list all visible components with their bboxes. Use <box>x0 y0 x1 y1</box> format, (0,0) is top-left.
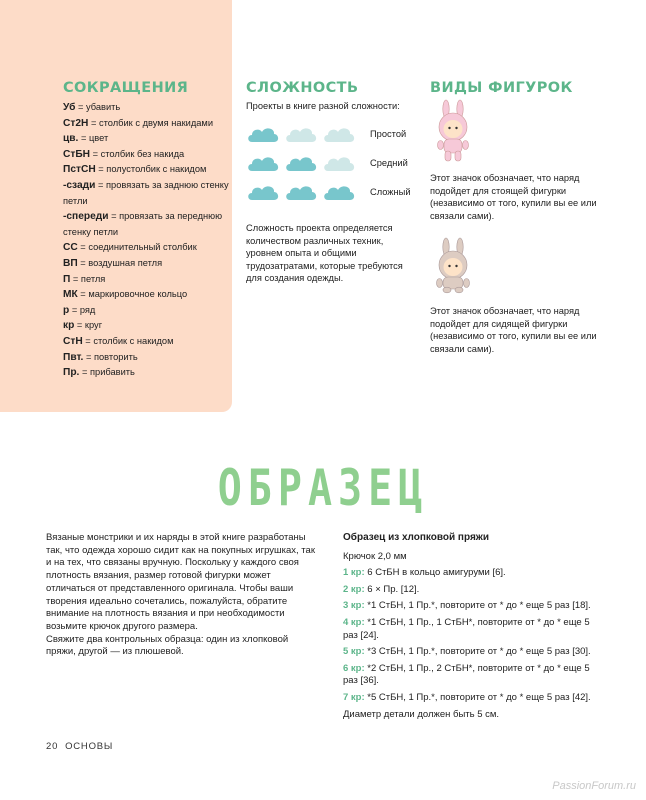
sample-right-column <box>343 532 601 725</box>
abbreviation-item <box>63 178 233 209</box>
abbreviation-definition: = цвет <box>78 133 109 144</box>
sample-row-label: 3 кр: <box>343 600 365 612</box>
difficulty-level <box>246 123 406 145</box>
sample-row-text: *2 СтБН, 1 Пр., 2 СтБН*, повторите от * до * еще 5 раз [36]. <box>343 662 590 687</box>
abbreviation-definition: = маркировочное кольцо <box>77 289 188 300</box>
sample-row-text: 6 × Пр. [12]. <box>364 583 420 595</box>
abbreviation-item <box>63 209 233 240</box>
abbreviation-term: ВП <box>63 257 78 269</box>
difficulty-label: Простой <box>370 129 407 139</box>
difficulty-title: СЛОЖНОСТЬ <box>246 80 359 96</box>
sample-row-text: 6 СтБН в кольцо амигуруми [6]. <box>364 567 506 579</box>
abbreviation-term: СтН <box>63 335 83 347</box>
abbreviation-term: П <box>63 273 71 285</box>
cloud-icon <box>246 183 280 201</box>
sample-row-text: *3 СтБН, 1 Пр.*, повторите от * до * еще 5 раз [30]. <box>364 646 591 658</box>
sample-paragraph-2: Свяжите два контрольных образца: один из хлопковой пряжи, другой — из плюшевой. <box>46 633 289 658</box>
abbreviation-term: МК <box>63 289 78 301</box>
abbreviation-definition: = столбик с двумя накидами <box>88 117 214 128</box>
abbreviation-term: -сзади <box>63 179 96 191</box>
difficulty-level <box>246 181 411 203</box>
sample-paragraph-1: Вязаные монстрики и их наряды в этой книге разработаны так, что одежда хорошо сидит как на покупных игрушках, так и на тех, что связаны вручную. Поскольку у каждого своя плотность вязания, размер готовой фигурки может отличаться от представленного оригинала. Чтобы ваши творения идеально сочетались, пожалуйста, обратите внимание на плотность вязания и при необходимости возьмите крючок другого размера. <box>46 532 315 632</box>
abbreviation-term: СтБН <box>63 148 91 160</box>
cloud-icon <box>246 125 280 143</box>
cloud-icon <box>284 183 318 201</box>
abbreviation-term: ПстСН <box>63 164 96 176</box>
abbreviation-definition: = воздушная петля <box>77 257 163 268</box>
abbreviation-item <box>63 162 233 178</box>
difficulty-description: Сложность проекта определяется количеством различных техник, уровнем опыта и общими трудозатратами, которые требуются для создания одежды. <box>246 223 403 284</box>
sample-row-label: 6 кр: <box>343 662 365 674</box>
abbreviation-term: СС <box>63 242 78 254</box>
cloud-icon <box>322 125 356 143</box>
sample-row-text: *1 СтБН, 1 Пр.*, повторите от * до * еще 5 раз [18]. <box>364 600 591 612</box>
sample-row-label: 4 кр: <box>343 617 365 629</box>
cotton-sample-heading: Образец из хлопковой пряжи <box>343 532 490 543</box>
sample-row-text: *1 СтБН, 1 Пр., 1 СтБН*, повторите от * до * еще 5 раз [24]. <box>343 617 590 641</box>
abbreviation-item <box>63 116 233 132</box>
sitting-figure-icon <box>432 236 474 294</box>
abbreviation-item <box>63 256 233 272</box>
sample-row-label: 7 кр: <box>343 692 365 704</box>
abbreviation-term: -спереди <box>63 211 109 223</box>
abbreviation-term: р <box>63 304 70 316</box>
sample-row <box>343 567 601 580</box>
abbreviation-term: Пвт. <box>63 351 84 363</box>
abbreviation-term: кр <box>63 320 75 332</box>
sample-left-column <box>46 532 316 659</box>
standing-figure-icon <box>432 98 474 164</box>
cloud-icon <box>322 183 356 201</box>
sample-rows <box>343 567 601 704</box>
abbreviation-item <box>63 100 233 116</box>
abbreviation-item <box>63 365 233 381</box>
sample-row <box>343 617 601 642</box>
sample-row <box>343 663 601 688</box>
abbreviation-term: Уб <box>63 102 76 113</box>
abbreviation-definition: = повторить <box>83 351 138 362</box>
difficulty-intro: Проекты в книге разной сложности: <box>246 101 400 111</box>
abbreviation-item <box>63 240 233 256</box>
hook-size: Крючок 2,0 мм <box>343 550 407 562</box>
watermark: PassionForum.ru <box>552 780 636 792</box>
sample-row-label: 1 кр: <box>343 567 365 579</box>
abbreviation-item <box>63 350 233 366</box>
abbreviation-term: Пр. <box>63 367 80 379</box>
standing-figure-text: Этот значок обозначает, что наряд подойдет для стоящей фигурки (независимо от того, купили вы ее или связали сами). <box>430 173 597 221</box>
abbreviation-definition: = столбик без накида <box>90 148 185 159</box>
page-footer <box>46 741 113 752</box>
abbreviations-title: СОКРАЩЕНИЯ <box>63 80 189 96</box>
sample-row <box>343 692 601 705</box>
abbreviation-item <box>63 287 233 303</box>
abbreviation-definition: = соединительный столбик <box>77 242 197 253</box>
figures-title: ВИДЫ ФИГУРОК <box>430 80 573 96</box>
abbreviation-item <box>63 272 233 288</box>
section-name: ОСНОВЫ <box>65 741 114 752</box>
sample-row <box>343 646 601 659</box>
abbreviation-term: Ст2Н <box>63 117 89 129</box>
sample-row-label: 2 кр: <box>343 583 365 595</box>
page-number: 20 <box>46 741 59 752</box>
abbreviation-item <box>63 131 233 147</box>
difficulty-label: Средний <box>370 158 408 168</box>
abbreviation-item <box>63 147 233 163</box>
difficulty-label: Сложный <box>370 187 411 197</box>
difficulty-level <box>246 152 408 174</box>
abbreviations-list <box>63 100 233 381</box>
cloud-icon <box>322 154 356 172</box>
abbreviation-definition: = провязать за заднюю стенку петли <box>63 179 229 206</box>
cloud-icon <box>246 154 280 172</box>
abbreviation-item <box>63 303 233 319</box>
sample-row <box>343 600 601 613</box>
sample-row-label: 5 кр: <box>343 646 365 658</box>
abbreviation-definition: = прибавить <box>79 367 135 378</box>
sample-row <box>343 584 601 597</box>
abbreviation-item <box>63 334 233 350</box>
abbreviation-definition: = провязать за переднюю стенку петли <box>63 211 223 237</box>
sitting-figure-text: Этот значок обозначает, что наряд подойдет для сидящей фигурки (независимо от того, купили вы ее или связали сами). <box>430 306 597 354</box>
cloud-icon <box>284 125 318 143</box>
sample-title: ОБРАЗЕЦ <box>217 460 429 518</box>
abbreviation-definition: = убавить <box>75 102 121 112</box>
abbreviation-definition: = столбик с накидом <box>82 335 174 346</box>
abbreviation-definition: = полустолбик с накидом <box>95 164 207 175</box>
abbreviation-term: цв. <box>63 133 79 145</box>
abbreviation-definition: = круг <box>74 320 103 331</box>
sample-row-text: *5 СтБН, 1 Пр.*, повторите от * до * еще 5 раз [42]. <box>364 692 591 704</box>
abbreviation-item <box>63 318 233 334</box>
sample-diameter: Диаметр детали должен быть 5 см. <box>343 708 500 720</box>
abbreviation-definition: = ряд <box>69 304 96 315</box>
abbreviation-definition: = петля <box>70 273 106 284</box>
cloud-icon <box>284 154 318 172</box>
